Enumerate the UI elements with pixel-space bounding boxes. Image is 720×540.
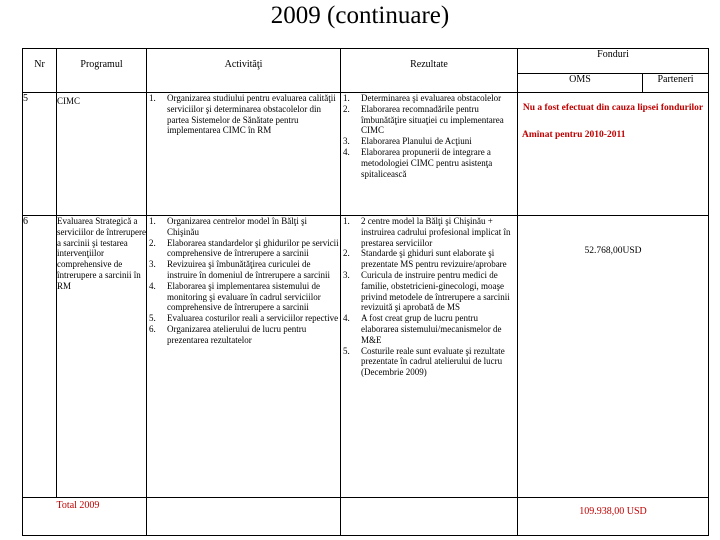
table-row xyxy=(23,216,709,498)
result-item: Elaborarea Planului de Acţiuni xyxy=(361,136,472,147)
result-item: Curicula de instruire pentru medici de familie, obstetricieni-ginecologi, moaşe privind metodele de întrerupere a sarcinii revizuită şi aprobată de MS xyxy=(361,269,510,313)
funds-note: Nu a fost efectuat din cauza lipsei fondurilor xyxy=(522,103,704,113)
result-item: Determinarea şi evaluarea obstacolelor xyxy=(361,93,502,103)
total-value: 109.938,00 USD xyxy=(518,498,709,536)
activity-item: Organizarea atelierului de lucru pentru prezentarea rezultatelor xyxy=(167,323,307,345)
row-number: 6 xyxy=(23,216,57,498)
header-row xyxy=(23,49,709,74)
results-cell xyxy=(341,93,518,216)
page-title: 2009 (continuare) xyxy=(270,2,450,29)
header-programul: Programul xyxy=(57,49,147,93)
result-item: A fost creat grup de lucru pentru elaborarea sistemului/mecanismelor de M&E xyxy=(361,313,502,345)
result-item: 2 centre model la Bălţi şi Chişinău + instruirea cadrului profesional implicat în prestarea serviciilor xyxy=(361,216,511,248)
header-activitati: Activităţi xyxy=(147,49,341,93)
activities-cell xyxy=(147,216,341,498)
activities-cell xyxy=(147,93,341,216)
funds-cell xyxy=(518,216,709,498)
total-row xyxy=(23,498,709,536)
table-row xyxy=(23,93,709,216)
header-nr: Nr xyxy=(23,49,57,93)
result-item: Elaborarea propunerii de integrare a metodologiei CIMC pentru asistenţa spitalicească xyxy=(361,146,493,179)
result-item: Standarde şi ghiduri sunt elaborate şi prezentate MS pentru revizuire/aprobare xyxy=(361,248,507,270)
program-name: CIMC xyxy=(57,93,147,216)
funds-value: 52.768,00USD xyxy=(584,246,642,256)
activity-item: Elaborarea şi implementarea sistemului de monitoring şi evaluare în cadrul serviciilor comprehensive de întrerupere a sarcinii xyxy=(167,280,321,313)
header-rezultate: Rezultate xyxy=(341,49,518,93)
funds-postponed: Amînat pentru 2010-2011 xyxy=(522,130,626,140)
result-item: Costurile reale sunt evaluate şi rezultate prezentate în cadrul atelierului de lucru (Decembrie 2009) xyxy=(361,345,505,378)
header-oms: OMS xyxy=(518,74,643,93)
activity-item: Organizarea centrelor model în Bălţi şi Chişinău xyxy=(167,216,308,237)
activity-item: Revizuirea şi îmbunătăţirea curiculei de instruire în domeniul de întrerupere a sarcinii xyxy=(167,259,330,280)
total-label: Total 2009 xyxy=(57,498,147,536)
header-parteneri: Parteneri xyxy=(643,74,709,93)
funds-cell xyxy=(518,93,709,216)
activity-item: Elaborarea standardelor şi ghidurilor pe servicii comprehensive de întrerupere a sarcinii xyxy=(167,237,339,259)
result-item: Elaborarea recomnadările pentru îmbunătăţire situaţiei cu implementarea CIMC xyxy=(361,103,504,136)
row-number: 5 xyxy=(23,93,57,216)
activity-item: Evaluarea costurilor reali a serviciilor repective xyxy=(167,313,339,324)
results-cell xyxy=(341,216,518,498)
activity-item: Organizarea studiului pentru evaluarea calităţii serviciilor şi determinarea obstacolelor din partea Sistemelor de Sănătate pentru implementarea CIMC în RM xyxy=(167,93,336,136)
program-name: Evaluarea Strategică a serviciilor de întrerupere a sarcinii şi testarea intervenţiilor comprehensive de întrerupere a sarcinii în RM xyxy=(57,216,147,498)
program-table xyxy=(22,48,709,536)
header-fonduri: Fonduri xyxy=(518,49,709,74)
